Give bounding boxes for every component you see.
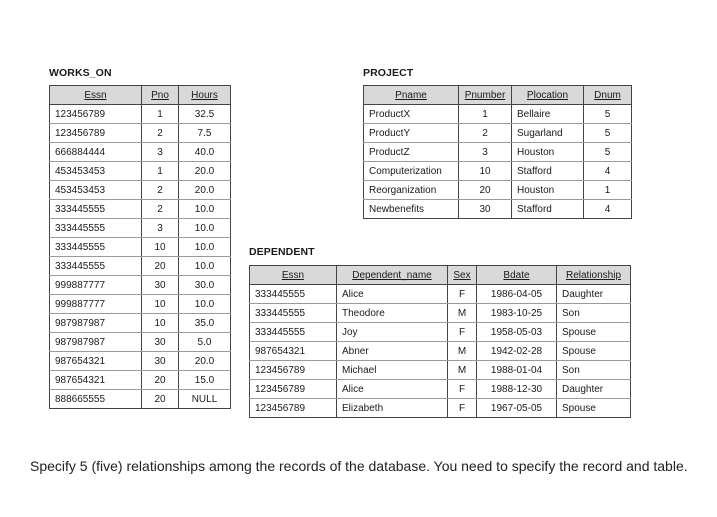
project-cell-plocation: Sugarland <box>512 124 584 143</box>
project-row <box>364 200 632 219</box>
project-cell-pname: Newbenefits <box>364 200 459 219</box>
project-cell-pnumber: 3 <box>459 143 512 162</box>
works-on-cell-hours: 5.0 <box>179 333 231 352</box>
works-on-title: WORKS_ON <box>49 67 112 79</box>
dependent-cell-relationship: Daughter <box>557 285 631 304</box>
works-on-cell-hours: 10.0 <box>179 295 231 314</box>
works-on-cell-hours: 30.0 <box>179 276 231 295</box>
works-on-cell-essn: 999887777 <box>50 295 142 314</box>
works-on-row <box>50 219 231 238</box>
works-on-cell-essn: 333445555 <box>50 200 142 219</box>
dependent-cell-bdate: 1942-02-28 <box>477 342 557 361</box>
dependent-table <box>249 265 631 418</box>
works-on-cell-hours: 15.0 <box>179 371 231 390</box>
project-cell-pname: Reorganization <box>364 181 459 200</box>
dependent-cell-relationship: Spouse <box>557 323 631 342</box>
dependent-cell-essn: 123456789 <box>250 380 337 399</box>
works-on-header-essn: Essn <box>50 86 142 105</box>
project-table <box>363 85 632 219</box>
works-on-cell-hours: NULL <box>179 390 231 409</box>
works-on-body <box>50 105 231 409</box>
dependent-cell-relationship: Spouse <box>557 399 631 418</box>
dependent-cell-dependent-name: Alice <box>337 285 448 304</box>
project-cell-pnumber: 20 <box>459 181 512 200</box>
project-cell-plocation: Stafford <box>512 162 584 181</box>
project-cell-pname: ProductX <box>364 105 459 124</box>
project-row <box>364 162 632 181</box>
dependent-cell-bdate: 1983-10-25 <box>477 304 557 323</box>
works-on-cell-pno: 2 <box>142 200 179 219</box>
works-on-header-hours: Hours <box>179 86 231 105</box>
dependent-header-sex: Sex <box>448 266 477 285</box>
works-on-table <box>49 85 231 409</box>
works-on-cell-pno: 10 <box>142 314 179 333</box>
dependent-cell-relationship: Son <box>557 361 631 380</box>
project-cell-dnum: 1 <box>584 181 632 200</box>
works-on-row <box>50 124 231 143</box>
works-on-cell-hours: 10.0 <box>179 257 231 276</box>
works-on-row <box>50 162 231 181</box>
dependent-row <box>250 342 631 361</box>
works-on-cell-hours: 20.0 <box>179 181 231 200</box>
dependent-cell-bdate: 1958-05-03 <box>477 323 557 342</box>
project-cell-pnumber: 10 <box>459 162 512 181</box>
project-cell-pname: Computerization <box>364 162 459 181</box>
works-on-cell-essn: 666884444 <box>50 143 142 162</box>
dependent-row <box>250 361 631 380</box>
works-on-cell-essn: 888665555 <box>50 390 142 409</box>
dependent-cell-sex: M <box>448 304 477 323</box>
dependent-body <box>250 285 631 418</box>
works-on-cell-pno: 1 <box>142 162 179 181</box>
project-cell-plocation: Bellaire <box>512 105 584 124</box>
dependent-row <box>250 304 631 323</box>
dependent-cell-dependent-name: Theodore <box>337 304 448 323</box>
dependent-row <box>250 323 631 342</box>
dependent-cell-bdate: 1967-05-05 <box>477 399 557 418</box>
works-on-row <box>50 181 231 200</box>
works-on-cell-essn: 987654321 <box>50 352 142 371</box>
works-on-cell-hours: 40.0 <box>179 143 231 162</box>
works-on-row <box>50 295 231 314</box>
project-cell-dnum: 4 <box>584 162 632 181</box>
works-on-cell-pno: 10 <box>142 238 179 257</box>
works-on-cell-hours: 32.5 <box>179 105 231 124</box>
dependent-cell-essn: 333445555 <box>250 304 337 323</box>
works-on-cell-essn: 987987987 <box>50 333 142 352</box>
dependent-cell-essn: 123456789 <box>250 399 337 418</box>
dependent-cell-bdate: 1988-12-30 <box>477 380 557 399</box>
works-on-row <box>50 200 231 219</box>
dependent-cell-relationship: Spouse <box>557 342 631 361</box>
dependent-cell-sex: F <box>448 323 477 342</box>
dependent-cell-dependent-name: Joy <box>337 323 448 342</box>
works-on-row <box>50 371 231 390</box>
project-header-pnumber: Pnumber <box>459 86 512 105</box>
dependent-cell-sex: F <box>448 285 477 304</box>
works-on-row <box>50 276 231 295</box>
project-body <box>364 105 632 219</box>
dependent-header-essn: Essn <box>250 266 337 285</box>
works-on-cell-essn: 333445555 <box>50 219 142 238</box>
project-cell-dnum: 5 <box>584 105 632 124</box>
project-cell-pname: ProductZ <box>364 143 459 162</box>
dependent-cell-essn: 333445555 <box>250 323 337 342</box>
dependent-header-dependent-name: Dependent_name <box>337 266 448 285</box>
dependent-cell-dependent-name: Alice <box>337 380 448 399</box>
works-on-header-pno: Pno <box>142 86 179 105</box>
dependent-cell-relationship: Daughter <box>557 380 631 399</box>
works-on-cell-essn: 333445555 <box>50 257 142 276</box>
works-on-cell-essn: 999887777 <box>50 276 142 295</box>
project-header-plocation: Plocation <box>512 86 584 105</box>
works-on-cell-hours: 20.0 <box>179 352 231 371</box>
works-on-cell-pno: 3 <box>142 143 179 162</box>
works-on-cell-pno: 20 <box>142 257 179 276</box>
works-on-cell-pno: 30 <box>142 333 179 352</box>
works-on-row <box>50 333 231 352</box>
dependent-cell-sex: M <box>448 342 477 361</box>
dependent-cell-relationship: Son <box>557 304 631 323</box>
works-on-cell-essn: 987987987 <box>50 314 142 333</box>
works-on-cell-pno: 30 <box>142 276 179 295</box>
dependent-cell-essn: 333445555 <box>250 285 337 304</box>
works-on-cell-pno: 2 <box>142 124 179 143</box>
works-on-cell-essn: 987654321 <box>50 371 142 390</box>
works-on-cell-hours: 10.0 <box>179 238 231 257</box>
works-on-cell-essn: 123456789 <box>50 105 142 124</box>
works-on-row <box>50 314 231 333</box>
dependent-row <box>250 399 631 418</box>
instruction-text: Specify 5 (five) relationships among the records of the database. You need to specify the record and table. <box>30 458 688 474</box>
works-on-cell-hours: 10.0 <box>179 200 231 219</box>
dependent-cell-sex: F <box>448 380 477 399</box>
works-on-cell-pno: 30 <box>142 352 179 371</box>
dependent-cell-dependent-name: Abner <box>337 342 448 361</box>
project-cell-plocation: Houston <box>512 143 584 162</box>
dependent-cell-sex: F <box>448 399 477 418</box>
dependent-cell-bdate: 1988-01-04 <box>477 361 557 380</box>
works-on-cell-essn: 333445555 <box>50 238 142 257</box>
project-row <box>364 143 632 162</box>
works-on-cell-hours: 7.5 <box>179 124 231 143</box>
dependent-cell-essn: 987654321 <box>250 342 337 361</box>
dependent-header-relationship: Relationship <box>557 266 631 285</box>
dependent-cell-bdate: 1986-04-05 <box>477 285 557 304</box>
project-header-dnum: Dnum <box>584 86 632 105</box>
works-on-cell-pno: 2 <box>142 181 179 200</box>
works-on-row <box>50 143 231 162</box>
dependent-cell-sex: M <box>448 361 477 380</box>
works-on-row <box>50 105 231 124</box>
works-on-row <box>50 257 231 276</box>
works-on-row <box>50 390 231 409</box>
project-cell-pnumber: 1 <box>459 105 512 124</box>
dependent-header-bdate: Bdate <box>477 266 557 285</box>
works-on-cell-pno: 1 <box>142 105 179 124</box>
project-cell-plocation: Stafford <box>512 200 584 219</box>
works-on-cell-hours: 10.0 <box>179 219 231 238</box>
project-cell-dnum: 4 <box>584 200 632 219</box>
dependent-row <box>250 285 631 304</box>
dependent-title: DEPENDENT <box>249 246 315 258</box>
works-on-cell-pno: 20 <box>142 390 179 409</box>
dependent-cell-dependent-name: Michael <box>337 361 448 380</box>
project-cell-pnumber: 2 <box>459 124 512 143</box>
works-on-cell-essn: 453453453 <box>50 181 142 200</box>
project-title: PROJECT <box>363 67 414 79</box>
works-on-cell-essn: 123456789 <box>50 124 142 143</box>
project-row <box>364 181 632 200</box>
works-on-cell-hours: 35.0 <box>179 314 231 333</box>
dependent-cell-dependent-name: Elizabeth <box>337 399 448 418</box>
project-cell-plocation: Houston <box>512 181 584 200</box>
project-cell-dnum: 5 <box>584 124 632 143</box>
project-cell-dnum: 5 <box>584 143 632 162</box>
works-on-row <box>50 352 231 371</box>
works-on-cell-pno: 3 <box>142 219 179 238</box>
works-on-row <box>50 238 231 257</box>
project-cell-pname: ProductY <box>364 124 459 143</box>
project-row <box>364 124 632 143</box>
project-cell-pnumber: 30 <box>459 200 512 219</box>
works-on-cell-pno: 10 <box>142 295 179 314</box>
project-header-pname: Pname <box>364 86 459 105</box>
dependent-cell-essn: 123456789 <box>250 361 337 380</box>
works-on-cell-pno: 20 <box>142 371 179 390</box>
works-on-cell-essn: 453453453 <box>50 162 142 181</box>
works-on-cell-hours: 20.0 <box>179 162 231 181</box>
dependent-row <box>250 380 631 399</box>
project-row <box>364 105 632 124</box>
